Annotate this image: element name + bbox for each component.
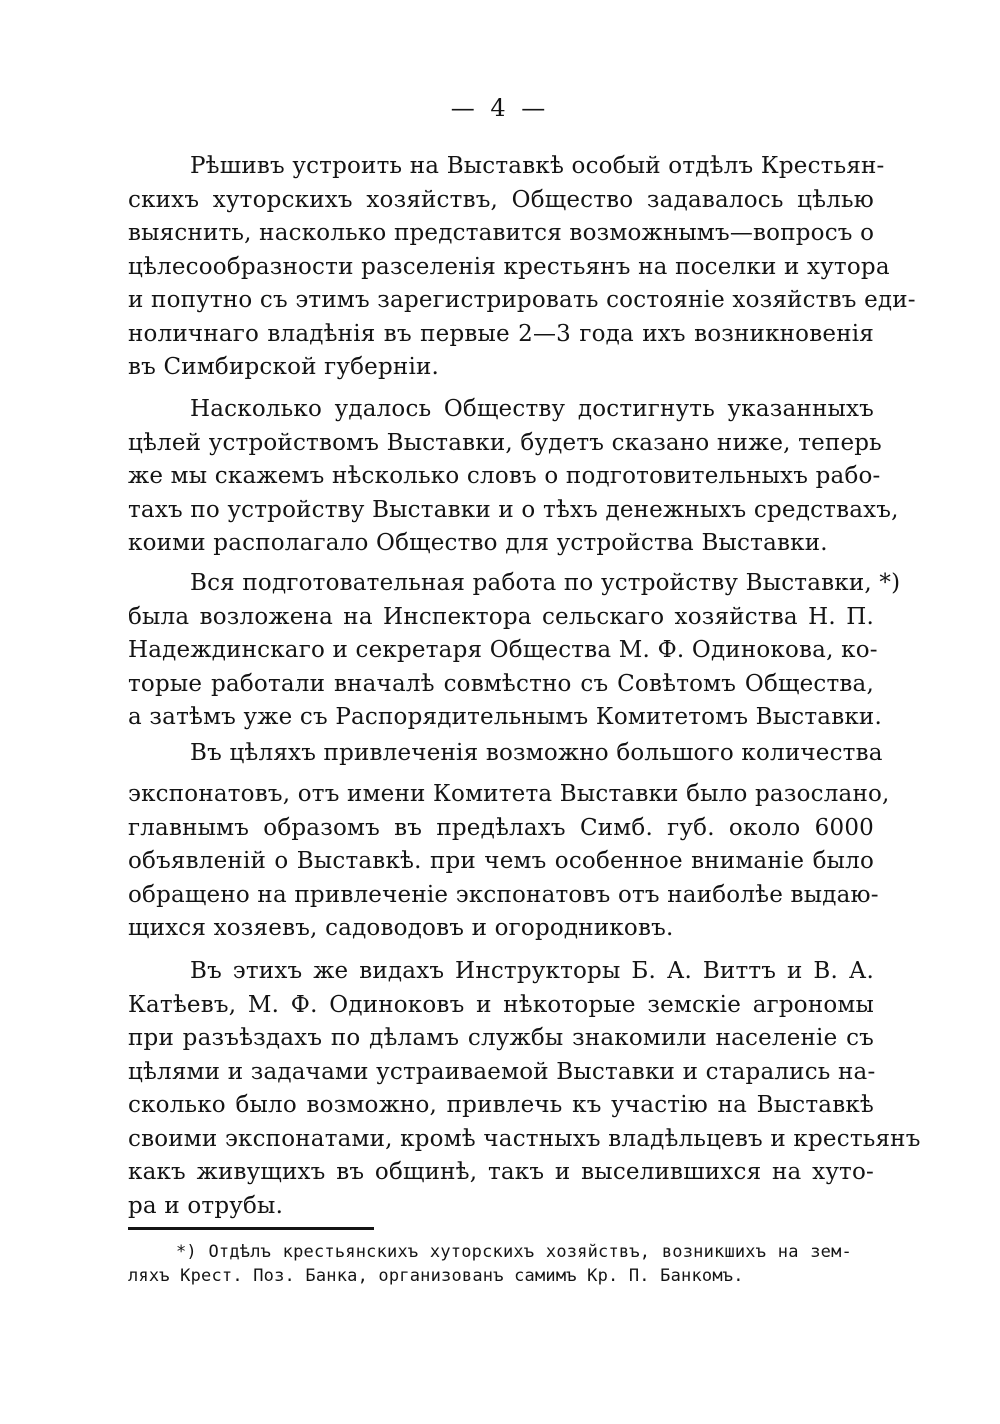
text-line: экспонатовъ, отъ имени Комитета Выставки было разослано, bbox=[128, 781, 890, 807]
paragraph-3 bbox=[128, 567, 901, 735]
text-line: была возложена на Инспектора сельскаго хозяйства Н. П. bbox=[128, 603, 874, 630]
text-line: Въ цѣляхъ привлеченія возможно большого количества bbox=[190, 740, 883, 766]
text-line: Насколько удалось Обществу достигнуть указанныхъ bbox=[190, 396, 874, 422]
text-line: щихся хозяевъ, садоводовъ и огородниковъ. bbox=[128, 915, 674, 941]
text-line: Въ этихъ же видахъ Инструкторы Б. А. Виттъ и В. А. bbox=[190, 958, 874, 984]
text-line: цѣлей устройствомъ Выставки, будетъ сказано ниже, теперь bbox=[128, 429, 882, 456]
text-line: Вся подготовательная работа по устройству Выставки, *) bbox=[190, 570, 901, 596]
paragraph-4-continued bbox=[128, 778, 890, 946]
text-line: Катѣевъ, М. Ф. Одиноковъ и нѣкоторые земскіе агрономы bbox=[128, 991, 874, 1018]
text-line: сколько было возможно, привлечь къ участію на Выставкѣ bbox=[128, 1092, 874, 1118]
text-line: цѣлесообразности разселенія крестьянъ на поселки и хутора bbox=[128, 253, 890, 280]
paragraph-2 bbox=[128, 393, 899, 561]
text-line: ра и отрубы. bbox=[128, 1192, 284, 1219]
footnote-divider bbox=[128, 1227, 374, 1230]
text-line: выяснить, насколько представится возможнымъ—вопросъ о bbox=[128, 220, 875, 246]
footnote bbox=[128, 1240, 852, 1288]
page-number: — 4 — bbox=[450, 94, 550, 122]
footnote-line: ляхъ Крест. Поз. Банка, организованъ самимъ Кр. П. Банкомъ. bbox=[128, 1266, 744, 1286]
text-line: объявленій о Выставкѣ. при чемъ особенное вниманіе было bbox=[128, 848, 874, 874]
paragraph-5 bbox=[128, 955, 921, 1223]
paragraph-1 bbox=[128, 150, 916, 385]
text-line: своими экспонатами, кромѣ частныхъ владѣльцевъ и крестьянъ bbox=[128, 1125, 921, 1152]
text-line: какъ живущихъ въ общинѣ, такъ и выселившихся на хуто- bbox=[128, 1159, 874, 1185]
text-line: а затѣмъ уже съ Распорядительнымъ Комитетомъ Выставки. bbox=[128, 704, 882, 730]
text-line: же мы скажемъ нѣсколько словъ о подготовительныхъ рабо- bbox=[128, 463, 881, 489]
text-line: коими располагало Общество для устройства Выставки. bbox=[128, 530, 828, 556]
text-line: и попутно съ этимъ зарегистрировать состояніе хозяйствъ еди- bbox=[128, 287, 916, 313]
text-line: Надеждинскаго и секретаря Общества М. Ф. Одинокова, ко- bbox=[128, 637, 878, 663]
text-line: главнымъ образомъ въ предѣлахъ Симб. губ. около 6000 bbox=[128, 814, 874, 841]
text-line: тахъ по устройству Выставки и о тѣхъ денежныхъ средствахъ, bbox=[128, 496, 899, 523]
footnote-line: *) Отдѣлъ крестьянскихъ хуторскихъ хозяйствъ, возникшихъ на зем- bbox=[176, 1242, 852, 1262]
text-line: при разъѣздахъ по дѣламъ службы знакомили населеніе съ bbox=[128, 1025, 874, 1051]
text-line: ноличнаго владѣнія въ первые 2—3 года ихъ возникновенія bbox=[128, 320, 874, 347]
paragraph-4 bbox=[128, 737, 883, 771]
text-line: торые работали вначалѣ совмѣстно съ Совѣтомъ Общества, bbox=[128, 670, 874, 697]
text-line: Рѣшивъ устроить на Выставкѣ особый отдѣлъ Крестьян- bbox=[190, 153, 885, 179]
text-line: обращено на привлеченіе экспонатовъ отъ наиболѣе выдаю- bbox=[128, 881, 879, 908]
text-line: цѣлями и задачами устраиваемой Выставки и старались на- bbox=[128, 1058, 876, 1085]
text-line: скихъ хуторскихъ хозяйствъ, Общество задавалось цѣлью bbox=[128, 186, 874, 213]
text-line: въ Симбирской губерніи. bbox=[128, 354, 440, 380]
